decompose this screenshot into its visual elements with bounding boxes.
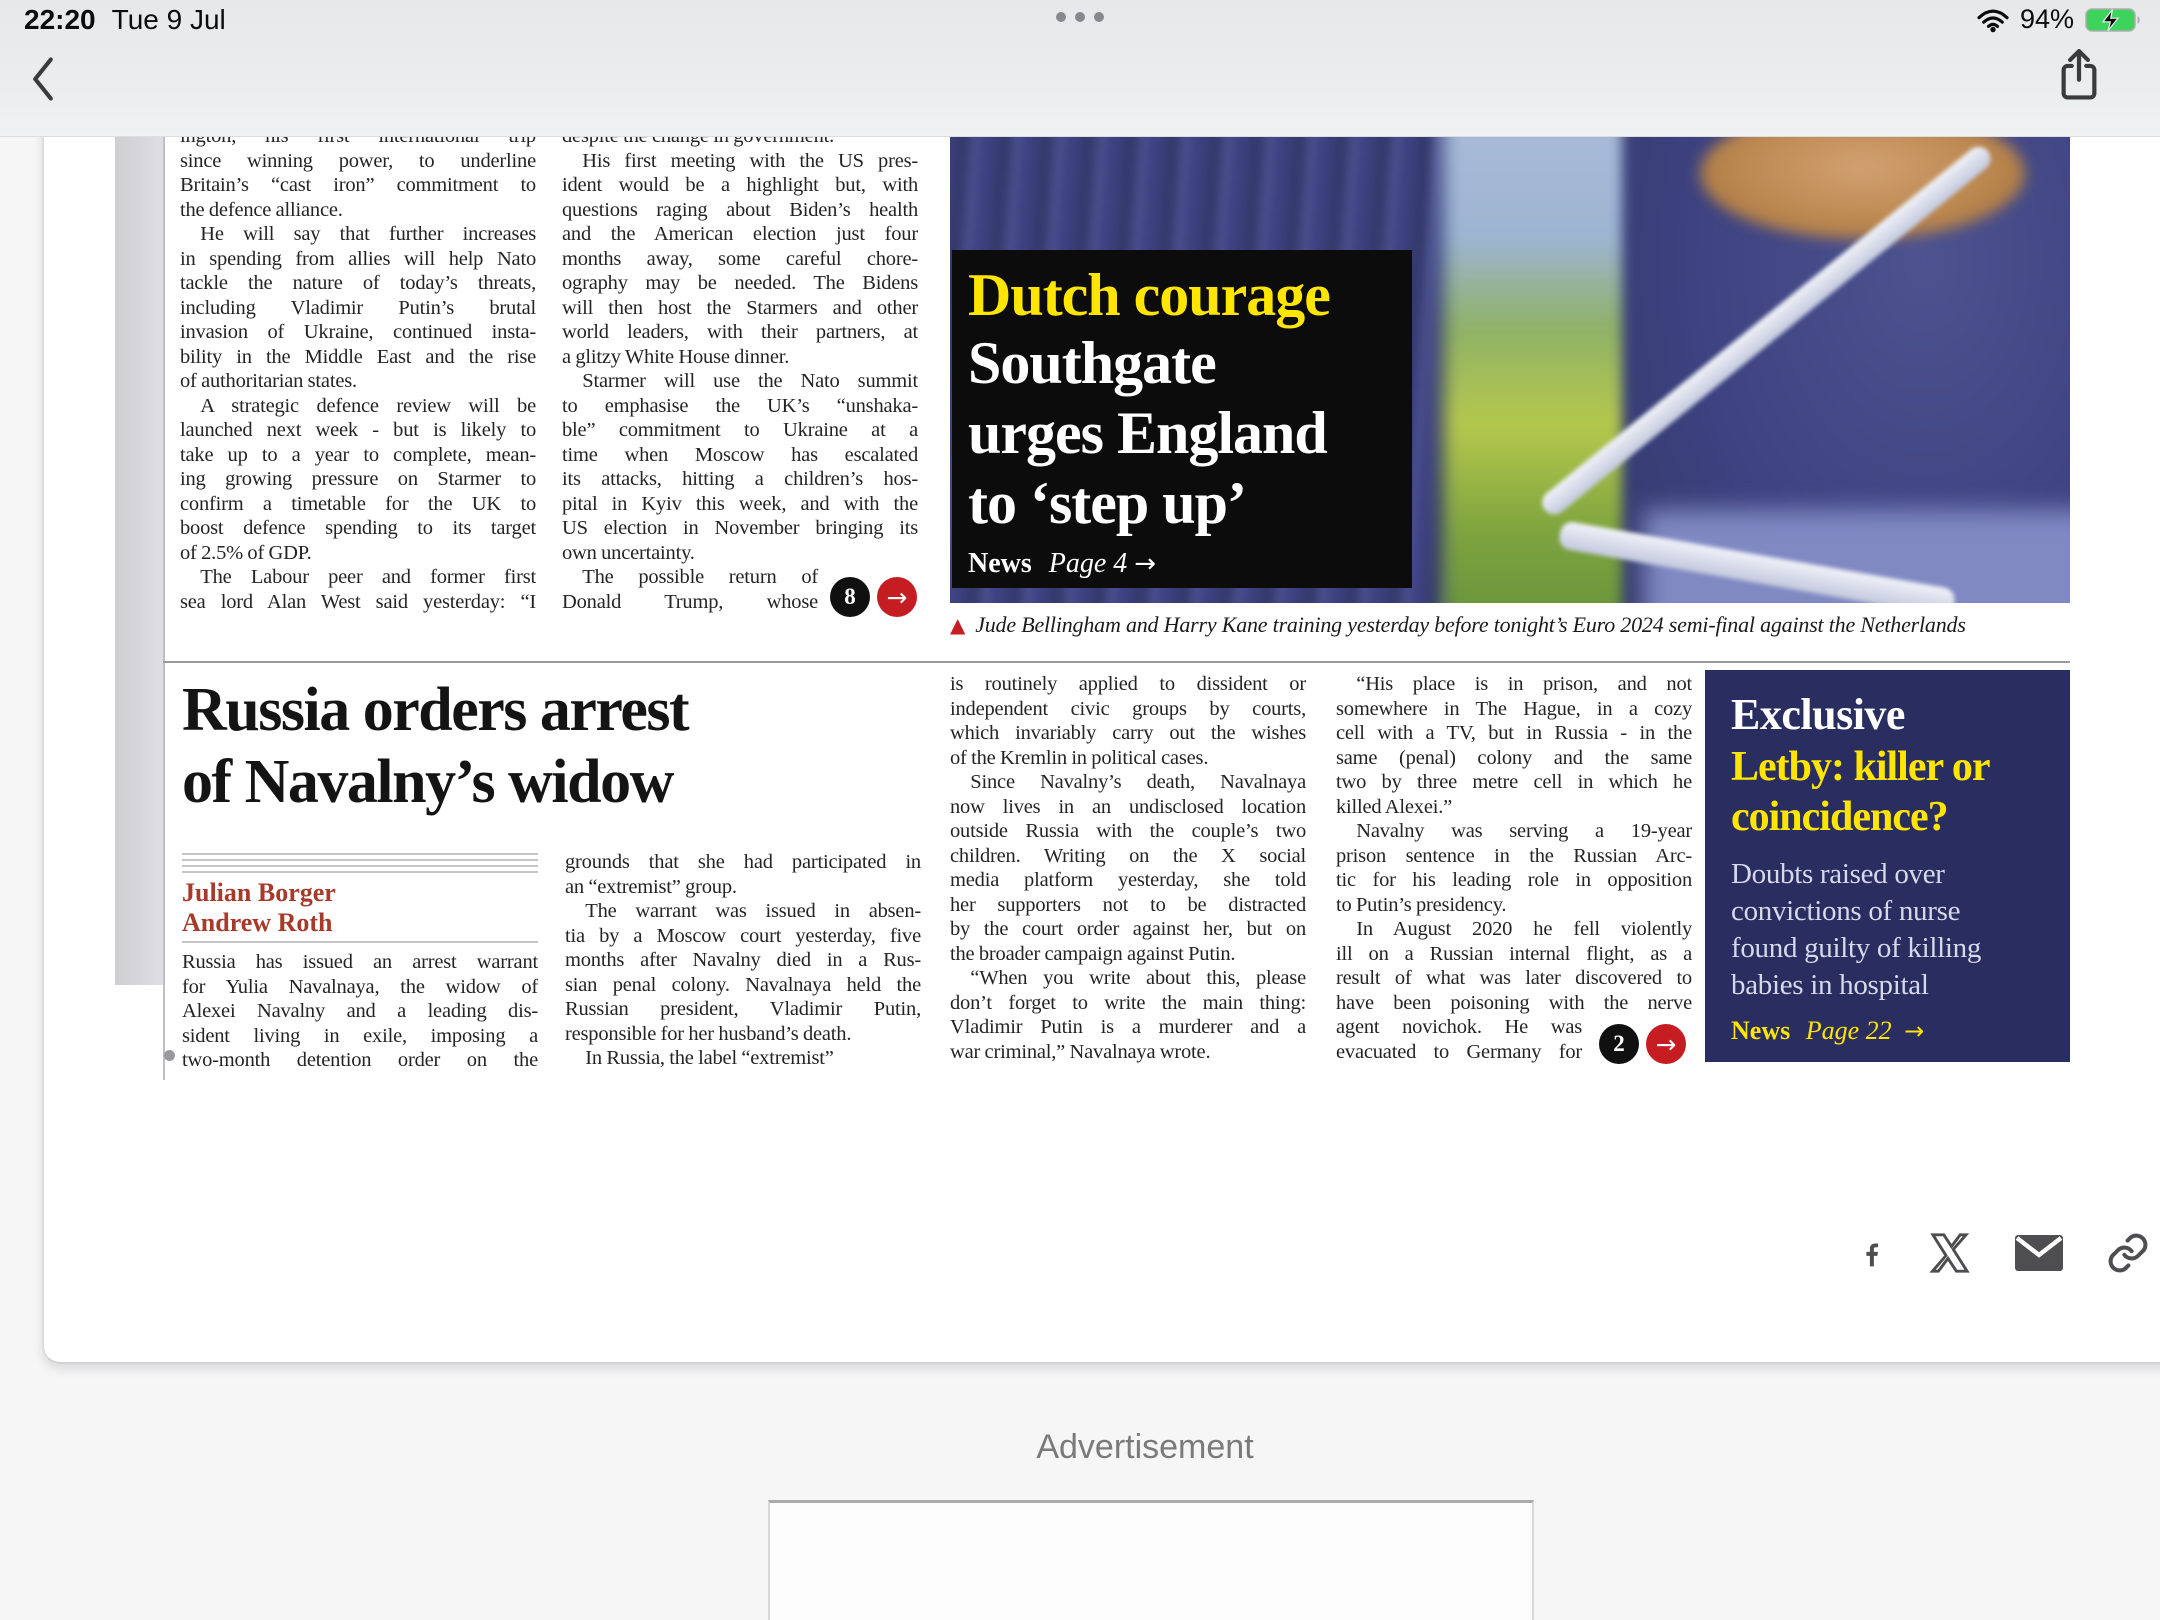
promo-headline-line: urges England xyxy=(968,400,1327,466)
byline-end-rule xyxy=(182,941,538,943)
text-line: The warrant was issued in absen- xyxy=(565,900,921,922)
top-story-column-2 xyxy=(562,124,918,614)
letby-headline-line: coincidence? xyxy=(1731,794,1948,840)
continue-reading-badges xyxy=(830,577,917,617)
text-line: children. Writing on the X social xyxy=(950,844,1306,867)
facebook-icon[interactable] xyxy=(1858,1228,1886,1278)
text-line: In August 2020 he fell violently xyxy=(1336,918,1692,940)
text-line: babies in hospital xyxy=(1731,969,1929,1001)
text-line: ing growing pressure on Starmer to xyxy=(180,468,536,490)
promo-page-label: Page 4 xyxy=(1048,548,1128,579)
battery-percent: 94% xyxy=(2019,4,2074,34)
arrow-right-icon: → xyxy=(1904,1017,1925,1045)
text-line: the broader campaign against Putin. xyxy=(950,942,1236,965)
text-line: in spending from allies will help Nato xyxy=(180,247,536,270)
text-line: questions raging about Biden’s health xyxy=(562,198,918,221)
text-line: world leaders, with their partners, at xyxy=(562,321,918,343)
text-line: sian penal colony. Navalnaya held the xyxy=(565,973,921,996)
continuation-number-badge[interactable]: 2 xyxy=(1599,1024,1639,1064)
section-divider-rule xyxy=(163,661,2070,663)
text-line: cell with a TV, but in Russia - in the xyxy=(1336,722,1692,744)
text-line: “His place is in prison, and not xyxy=(1336,673,1692,695)
text-line: bility in the Middle East and the rise xyxy=(180,345,536,368)
text-line: ography may be needed. The Bidens xyxy=(562,272,918,294)
text-line: the defence alliance. xyxy=(180,198,343,221)
text-line: tic for his leading role in opposition xyxy=(1336,869,1692,891)
text-line: by the court order against her, but on xyxy=(950,918,1306,940)
clock-time: 22:20 xyxy=(24,4,96,35)
advertisement-label: Advertisement xyxy=(1036,1428,1254,1466)
russia-column-1 xyxy=(182,950,538,1073)
text-line: have been poisoning with the nerve xyxy=(1336,991,1692,1014)
text-line: ident would be a highlight but, with xyxy=(562,174,918,196)
text-line: an “extremist” group. xyxy=(565,875,737,898)
page-fold-line xyxy=(163,136,165,1080)
multitask-dots-icon[interactable] xyxy=(1056,12,1104,22)
promo-headline-line: Southgate xyxy=(968,330,1216,396)
byline-rules xyxy=(182,853,538,873)
x-icon[interactable] xyxy=(1928,1233,1972,1273)
text-line: “When you write about this, please xyxy=(950,967,1306,989)
continuation-number-badge[interactable]: 8 xyxy=(830,577,870,617)
advertisement-slot xyxy=(768,1500,1534,1620)
text-line: don’t forget to write the main thing: xyxy=(950,991,1306,1014)
link-icon[interactable] xyxy=(2106,1231,2150,1275)
promo-dutch-courage[interactable] xyxy=(952,250,1412,588)
back-button[interactable] xyxy=(30,56,56,102)
text-line: launched next week - but is likely to xyxy=(180,419,536,441)
text-line: invasion of Ukraine, continued insta- xyxy=(180,321,536,343)
text-line: responsible for her husband’s death. xyxy=(565,1022,852,1045)
text-line: for Yulia Navalnaya, the widow of xyxy=(182,975,538,998)
headline-line: Russia orders arrest xyxy=(182,676,689,744)
page-edge-strip xyxy=(115,136,163,985)
text-line: months after Navalny died in a Rus- xyxy=(565,949,921,971)
text-line: sea lord Alan West said yesterday: “I xyxy=(180,590,536,613)
status-nav-bar xyxy=(0,0,2160,137)
text-line: its attacks, hitting a children’s hos- xyxy=(562,468,918,490)
text-line: to emphasise the UK’s “unshaka- xyxy=(562,394,918,417)
text-line: independent civic groups by courts, xyxy=(950,697,1306,720)
text-line: will then host the Starmers and other xyxy=(562,296,918,319)
text-line: Russia has issued an arrest warrant xyxy=(182,951,538,973)
text-line: confirm a timetable for the UK to xyxy=(180,492,536,515)
caption-text: Jude Bellingham and Harry Kane training yesterday before tonight’s Euro 2024 semi-final against the Netherlands xyxy=(975,612,1966,637)
continue-reading-badges xyxy=(1599,1024,1686,1064)
text-line: Alexei Navalny and a leading dis- xyxy=(182,1000,538,1022)
text-line: is routinely applied to dissident or xyxy=(950,673,1306,695)
continue-arrow-button[interactable]: → xyxy=(877,577,917,617)
text-line: Navalny was serving a 19-year xyxy=(1336,820,1692,842)
text-line: His first meeting with the US pres- xyxy=(562,149,918,172)
text-line: prison sentence in the Russian Arc- xyxy=(1336,844,1692,867)
promo-kicker: Dutch courage xyxy=(968,262,1330,328)
text-line: Donald Trump, whose xyxy=(562,590,818,613)
text-line: Vladimir Putin is a murderer and a xyxy=(950,1016,1306,1038)
byline-author: Andrew Roth xyxy=(182,908,333,937)
russia-column-2 xyxy=(565,850,921,1071)
promo-page-ref xyxy=(968,548,1412,580)
text-line: In Russia, the label “extremist” xyxy=(565,1047,834,1069)
promo-headline-line: to ‘step up’ xyxy=(968,470,1247,536)
status-date: Tue 9 Jul xyxy=(111,4,226,35)
text-line: tia by a Moscow court yesterday, five xyxy=(565,924,921,947)
text-line: Since Navalny’s death, Navalnaya xyxy=(950,771,1306,793)
status-left xyxy=(24,4,226,36)
text-line: found guilty of killing xyxy=(1731,932,1982,964)
share-bar xyxy=(1858,1228,2150,1278)
byline-author: Julian Borger xyxy=(182,878,336,907)
text-line: killed Alexei.” xyxy=(1336,795,1453,818)
text-line: The Labour peer and former first xyxy=(180,566,536,588)
battery-charging-icon xyxy=(2084,6,2146,34)
text-line: sident living in exile, imposing a xyxy=(182,1024,538,1047)
russia-column-3 xyxy=(950,672,1306,1064)
training-photo xyxy=(950,136,2070,603)
text-line: since winning power, to underline xyxy=(180,149,536,172)
text-line: Doubts raised over xyxy=(1731,858,1945,890)
text-line: war criminal,” Navalnaya wrote. xyxy=(950,1040,1211,1063)
letby-section-label: News xyxy=(1731,1016,1791,1045)
text-line: somewhere in The Hague, in a cozy xyxy=(1336,697,1692,720)
text-line: The possible return of xyxy=(562,566,818,588)
text-line: to Putin’s presidency. xyxy=(1336,893,1507,916)
share-button[interactable] xyxy=(2058,46,2100,102)
email-icon[interactable] xyxy=(2014,1235,2064,1271)
text-line: take up to a year to complete, mean- xyxy=(180,443,536,466)
text-line: of authoritarian states. xyxy=(180,370,357,392)
text-line: own uncertainty. xyxy=(562,541,695,564)
text-line: tackle the nature of today’s threats, xyxy=(180,272,536,294)
text-line: convictions of nurse xyxy=(1731,895,1961,927)
wifi-icon xyxy=(1976,7,2010,33)
letby-page-ref xyxy=(1731,1016,2044,1046)
text-line: Britain’s “cast iron” commitment to xyxy=(180,174,536,196)
arrow-right-icon: → xyxy=(1134,549,1157,579)
text-line: boost defence spending to its target xyxy=(180,517,536,539)
text-line: time when Moscow has escalated xyxy=(562,443,918,466)
text-line: evacuated to Germany for xyxy=(1336,1040,1582,1063)
text-line: two-month detention order on the xyxy=(182,1049,538,1071)
headline-line: of Navalny’s widow xyxy=(182,748,673,816)
russia-column-4 xyxy=(1336,672,1692,1064)
text-line: pital in Kyiv this week, and with the xyxy=(562,492,918,515)
promo-section-label: News xyxy=(968,548,1032,579)
text-line: grounds that she had participated in xyxy=(565,851,921,873)
text-line: which invariably carry out the wishes xyxy=(950,722,1306,744)
text-line: ble” commitment to Ukraine at a xyxy=(562,419,918,441)
text-line: He will say that further increases xyxy=(180,223,536,245)
caption-marker-icon: ▲ xyxy=(950,613,966,637)
text-line: of the Kremlin in political cases. xyxy=(950,746,1209,769)
text-line: and the American election just four xyxy=(562,223,918,245)
text-line: Russian president, Vladimir Putin, xyxy=(565,998,921,1020)
text-line: of 2.5% of GDP. xyxy=(180,541,312,564)
letby-promo-box[interactable] xyxy=(1705,670,2070,1062)
text-line: outside Russia with the couple’s two xyxy=(950,820,1306,842)
text-line: including Vladimir Putin’s brutal xyxy=(180,296,536,319)
text-line: Starmer will use the Nato summit xyxy=(562,370,918,392)
text-line: A strategic defence review will be xyxy=(180,394,536,417)
column-marker-dot xyxy=(164,1050,175,1061)
text-line: media platform yesterday, she told xyxy=(950,869,1306,891)
letby-page-label: Page 22 xyxy=(1805,1016,1892,1045)
text-line: US election in November bringing its xyxy=(562,517,918,539)
text-line: a glitzy White House dinner. xyxy=(562,345,790,368)
russia-article-headline xyxy=(182,674,922,818)
status-right xyxy=(1976,4,2146,35)
letby-headline-line: Letby: killer or xyxy=(1731,744,1990,790)
text-line: ill on a Russian internal flight, as a xyxy=(1336,942,1692,965)
letby-kicker: Exclusive xyxy=(1731,690,1905,739)
text-line: now lives in an undisclosed location xyxy=(950,795,1306,818)
photo-caption xyxy=(950,612,2070,638)
text-line: result of what was later discovered to xyxy=(1336,967,1692,989)
top-story-column-1 xyxy=(180,124,536,614)
text-line: same (penal) colony and the same xyxy=(1336,746,1692,769)
text-line: two by three metre cell in which he xyxy=(1336,771,1692,793)
letby-standfirst xyxy=(1731,856,2044,1004)
text-line: agent novichok. He was xyxy=(1336,1016,1582,1038)
text-line: months away, some careful chore- xyxy=(562,247,918,270)
continue-arrow-button[interactable]: → xyxy=(1646,1024,1686,1064)
text-line: her supporters not to be distracted xyxy=(950,893,1306,916)
